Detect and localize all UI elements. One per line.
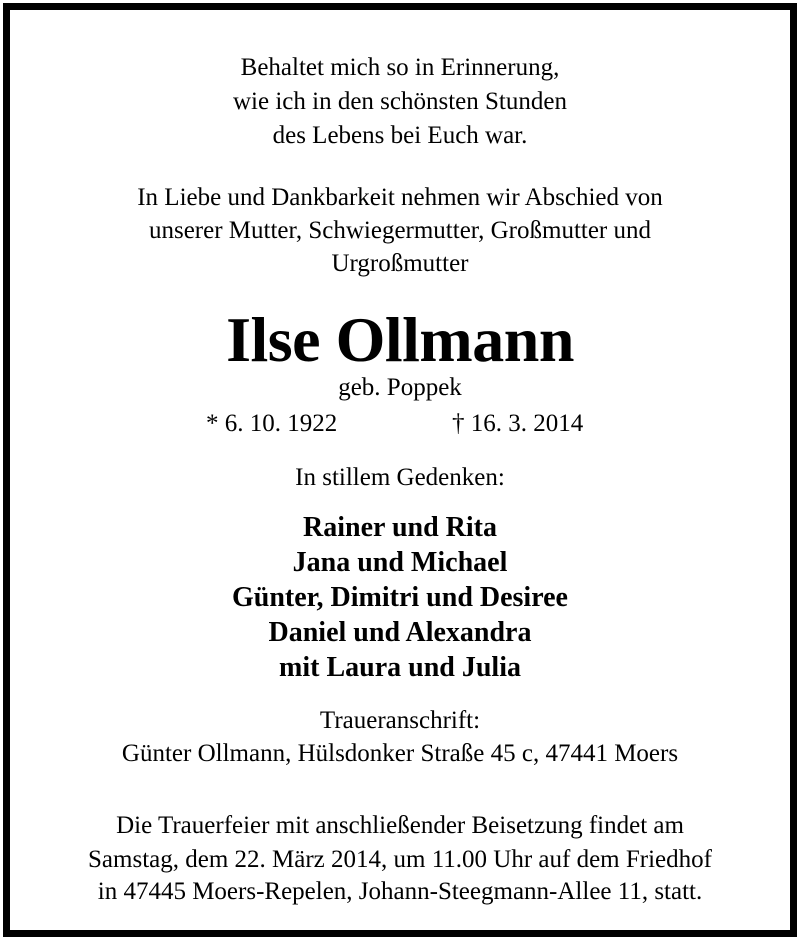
mourner-line-2: Jana und Michael	[292, 547, 508, 578]
motto-line-2: wie ich in den schönsten Stunden	[233, 88, 567, 115]
mourner-line-3: Günter, Dimitri und Desiree	[232, 582, 568, 613]
motto-line-3: des Lebens bei Euch war.	[272, 122, 528, 149]
ceremony-line-3: in 47445 Moers-Repelen, Johann-Steegmann-Allee 11, statt.	[97, 878, 703, 905]
birth-date: * 6. 10. 1922	[206, 410, 338, 437]
intro-line-2: unserer Mutter, Schwiegermutter, Großmutter und	[148, 217, 652, 244]
remembrance-heading: In stillem Gedenken:	[295, 464, 505, 491]
maiden-name: geb. Poppek	[338, 374, 462, 401]
motto-line-1: Behaltet mich so in Erinnerung,	[240, 54, 560, 81]
death-date: † 16. 3. 2014	[452, 410, 584, 437]
intro-line-1: In Liebe und Dankbarkeit nehmen wir Abschied von	[137, 184, 663, 211]
mourner-line-1: Rainer und Rita	[303, 512, 497, 543]
obituary-notice	[3, 3, 797, 937]
mourner-line-5: mit Laura und Julia	[279, 652, 521, 683]
intro-line-3: Urgroßmutter	[331, 250, 469, 277]
address-line: Günter Ollmann, Hülsdonker Straße 45 c, 47441 Moers	[121, 740, 679, 767]
ceremony-line-2: Samstag, dem 22. März 2014, um 11.00 Uhr auf dem Friedhof	[88, 846, 712, 873]
address-label: Traueranschrift:	[319, 707, 481, 734]
ceremony-line-1: Die Trauerfeier mit anschließender Beisetzung findet am	[116, 812, 684, 839]
mourner-line-4: Daniel und Alexandra	[268, 617, 532, 648]
deceased-name: Ilse Ollmann	[226, 304, 574, 375]
